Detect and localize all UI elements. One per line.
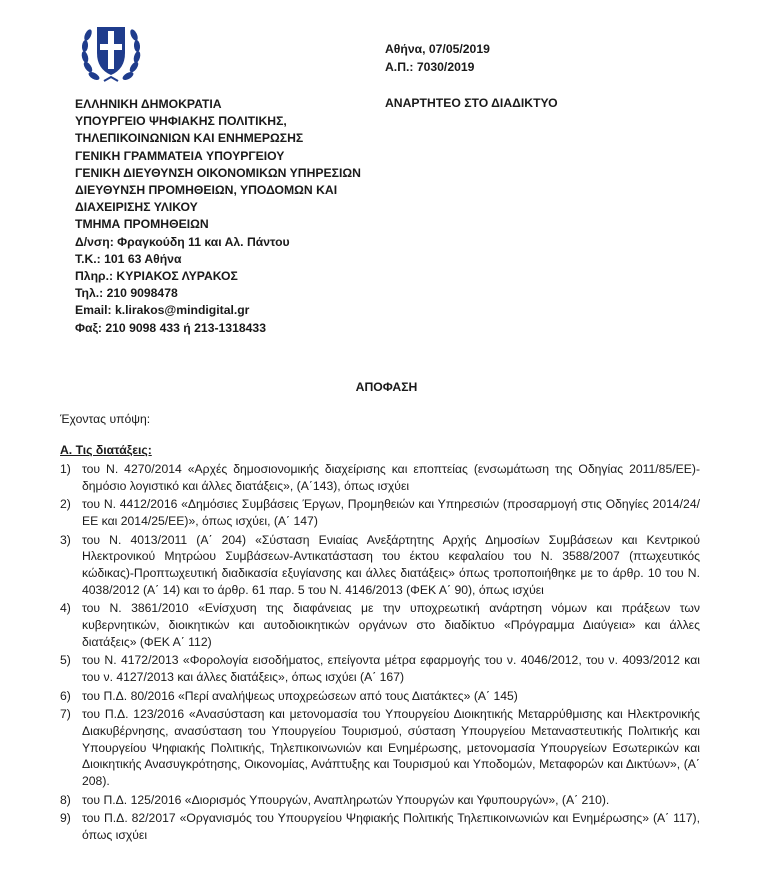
header-line: ΤΜΗΜΑ ΠΡΟΜΗΘΕΙΩΝ [75,217,209,232]
email-line: Email: k.lirakos@mindigital.gr [75,303,250,318]
document-title: ΑΠΟΦΑΣΗ [355,380,418,394]
item-text: του Ν. 4412/2016 «Δημόσιες Συμβάσεις Έργων, Προμηθειών και Υπηρεσιών (προσαρμογή στις Οδηγίες 2014/24/ΕΕ και 2014/25/ΕΕ)», όπως ισχύει, (Α΄ 147) [82,497,700,528]
header-line: ΔΙΕΥΘΥΝΣΗ ΠΡΟΜΗΘΕΙΩΝ, ΥΠΟΔΟΜΩΝ ΚΑΙ [75,183,338,198]
provisions-list [60,461,700,846]
given-text: Έχοντας υπόψη: [60,412,151,426]
list-item [60,706,700,789]
item-number: 6) [60,688,71,703]
address-line: Δ/νση: Φραγκούδη 11 και Αλ. Πάντου [75,234,290,249]
item-text: του Π.Δ. 82/2017 «Οργανισμός του Υπουργείου Ψηφιακής Πολιτικής Τηλεπικοινωνιών και Ενημέρωσης» (Α΄ 117), όπως ισχύει [82,811,700,842]
header-line: ΤΗΛΕΠΙΚΟΙΝΩΝΙΩΝ ΚΑΙ ΕΝΗΜΕΡΩΣΗΣ [75,131,304,146]
list-item [60,532,700,598]
protocol-number: Α.Π.: 7030/2019 [385,59,475,74]
item-number: 9) [60,811,71,826]
header-line: ΕΛΛΗΝΙΚΗ ΔΗΜΟΚΡΑΤΙΑ [75,97,222,111]
header-line: ΔΙΑΧΕΙΡΙΣΗΣ ΥΛΙΚΟΥ [75,200,198,215]
item-number: 4) [60,601,71,616]
header-line: ΥΠΟΥΡΓΕΙΟ ΨΗΦΙΑΚΗΣ ΠΟΛΙΤΙΚΗΣ, [75,114,287,129]
greek-coat-of-arms-icon [80,17,142,85]
list-item [60,652,700,685]
item-text: του Ν. 4013/2011 (Α΄ 204) «Σύσταση Ενιαίας Ανεξάρτητης Αρχής Δημοσίων Συμβάσεων και Κεντρικού Ηλεκτρονικού Μητρώου Συμβάσεων-Αντικατάσταση του έκτου κεφαλαίου του Ν. 3588/2007 (πτωχευτικός κώδικας)-Προπτωχευτική διαδικασία εξυγίανσης και άλλες διατάξεις» όπως τροποποιήθηκε με το άρθρ. 10 του Ν. 4038/2012 (Α΄ 14) και το άρθρ. 61 παρ. 5 του Ν. 4146/2013 (ΦΕΚ Α΄ 90), όπως ισχύει [82,532,700,597]
item-text: του Ν. 4270/2014 «Αρχές δημοσιονομικής διαχείρισης και εποπτείας (ενσωμάτωση της Οδηγίας 2011/85/ΕΕ)-δημόσιο λογιστικό και άλλες διατάξεις», (Α΄143), όπως ισχύει [82,462,700,493]
list-item [60,810,700,843]
item-number: 3) [60,532,71,547]
list-item [60,792,700,809]
item-number: 2) [60,497,71,512]
section-a-heading: Α. Τις διατάξεις: [60,443,152,457]
item-text: του Π.Δ. 80/2016 «Περί αναλήψεως υποχρεώσεων από τους Διατάκτες» (Α΄ 145) [82,688,518,703]
header-line: ΓΕΝΙΚΗ ΔΙΕΥΘΥΝΣΗ ΟΙΚΟΝΟΜΙΚΩΝ ΥΠΗΡΕΣΙΩΝ [75,165,361,180]
list-item [60,461,700,494]
item-number: 7) [60,707,71,722]
list-item [60,600,700,650]
header-line: ΓΕΝΙΚΗ ΓΡΑΜΜΑΤΕΙΑ ΥΠΟΥΡΓΕΙΟΥ [75,148,285,163]
item-number: 5) [60,653,71,668]
phone-line: Τηλ.: 210 9098478 [75,286,178,301]
document-meta [385,41,490,76]
item-text: του Π.Δ. 125/2016 «Διορισμός Υπουργών, Αναπληρωτών Υπουργών και Υφυπουργών», (Α΄ 210). [82,792,610,807]
list-item [60,688,700,705]
fax-line: Φαξ: 210 9098 433 ή 213-1318433 [75,320,266,335]
document-date: Αθήνα, 07/05/2019 [385,42,490,56]
publish-note: ΑΝΑΡΤΗΤΕΟ ΣΤΟ ΔΙΑΔΙΚΤΥΟ [385,96,558,110]
contact-person-line: Πληρ.: ΚΥΡΙΑΚΟΣ ΛΥΡΑΚΟΣ [75,269,238,284]
item-text: του Ν. 3861/2010 «Ενίσχυση της διαφάνειας με την υποχρεωτική ανάρτηση νόμων και πράξεων των κυβερνητικών, διοικητικών και αυτοδιοικητικών οργάνων στο διαδίκτυο «Πρόγραμμα Διαύγεια» και άλλες διατάξεις» (ΦΕΚ Α΄ 112) [82,601,700,649]
item-text: του Ν. 4172/2013 «Φορολογία εισοδήματος, επείγοντα μέτρα εφαρμογής του ν. 4046/2012, του ν. 4093/2012 και του ν. 4127/2013 και άλλες διατάξεις», όπως ισχύει (Α΄ 167) [82,653,700,684]
postal-code-line: Τ.Κ.: 101 63 Αθήνα [75,251,182,266]
list-item [60,496,700,529]
item-text: του Π.Δ. 123/2016 «Ανασύσταση και μετονομασία του Υπουργείου Διοικητικής Μεταρρύθμισης και Ηλεκτρονικής Διακυβέρνησης, ανασύσταση του Υπουργείου Τουρισμού, σύσταση Υπουργείου Μεταναστευτικής Πολιτικής και Υπουργείου Ψηφιακής Πολιτικής, Τηλεπικοινωνιών και Ενημέρωσης, μετονομασία Υπουργείων Εσωτερικών και Διοικητικής Ανασυγκρότησης, Οικονομίας, Ανάπτυξης και Τουρισμού και Υποδομών, Μεταφορών και Δικτύων», (Α΄ 208). [82,707,700,788]
item-number: 8) [60,792,71,807]
item-number: 1) [60,462,71,476]
issuer-header [75,96,361,337]
